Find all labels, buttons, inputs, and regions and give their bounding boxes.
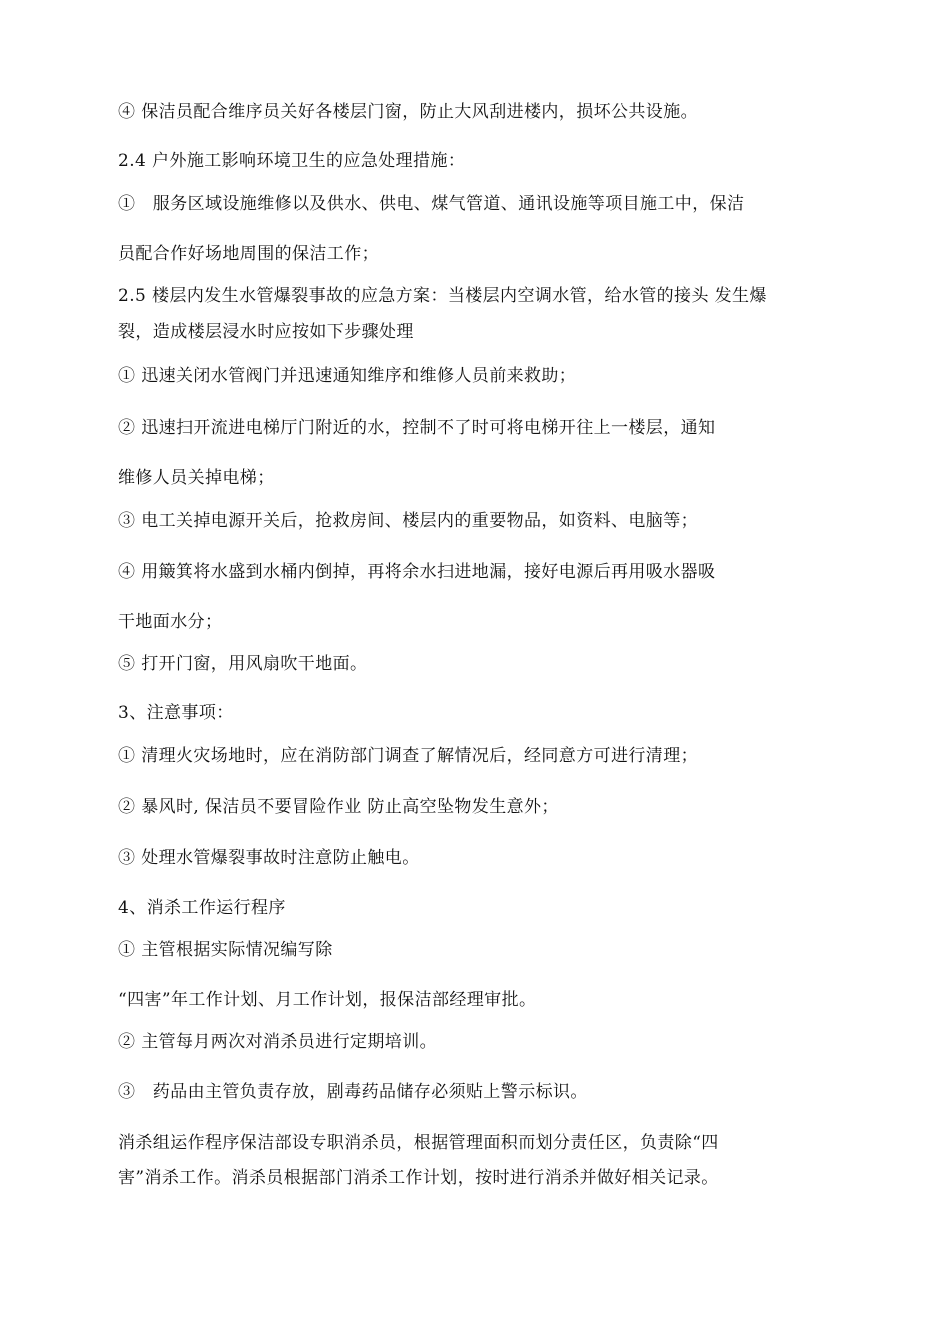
list-item: ① 迅速关闭水管阀门并迅速通知维序和维修人员前来救助； <box>118 366 577 386</box>
list-item: ② 主管每月两次对消杀员进行定期培训。 <box>118 1032 438 1052</box>
paragraph-line: 维修人员关掉电梯； <box>118 468 275 488</box>
paragraph-line: ④ 保洁员配合维序员关好各楼层门窗，防止大风刮进楼内，损坏公共设施。 <box>118 102 699 122</box>
section-heading: 4、消杀工作运行程序 <box>118 898 286 918</box>
paragraph-line: 消杀组运作程序保洁部设专职消杀员，根据管理面积而划分责任区，负责除“四 <box>118 1133 719 1153</box>
section-heading: 3、注意事项： <box>118 703 234 723</box>
list-item: ② 迅速扫开流进电梯厅门附近的水，控制不了时可将电梯开往上一楼层，通知 <box>118 418 716 438</box>
paragraph-line: 员配合作好场地周围的保洁工作； <box>118 244 379 264</box>
section-heading: 2.4 户外施工影响环境卫生的应急处理措施： <box>118 151 466 171</box>
list-item: ① 清理火灾场地时，应在消防部门调查了解情况后，经同意方可进行清理； <box>118 746 699 766</box>
paragraph-line: ① 服务区域设施维修以及供水、供电、煤气管道、通讯设施等项目施工中，保洁 <box>118 194 745 214</box>
list-item: ③ 电工关掉电源开关后，抢救房间、楼层内的重要物品，如资料、电脑等； <box>118 511 699 531</box>
list-item: ③ 药品由主管负责存放，剧毒药品储存必须贴上警示标识。 <box>118 1082 588 1102</box>
list-item: ③ 处理水管爆裂事故时注意防止触电。 <box>118 848 420 868</box>
paragraph-line: 害”消杀工作。消杀员根据部门消杀工作计划，按时进行消杀并做好相关记录。 <box>118 1168 719 1188</box>
list-item: ④ 用簸箕将水盛到水桶内倒掉，再将余水扫进地漏，接好电源后再用吸水器吸 <box>118 562 716 582</box>
section-heading: 2.5 楼层内发生水管爆裂事故的应急方案：当楼层内空调水管，给水管的接头 发生爆 <box>118 286 767 306</box>
paragraph-line: “四害”年工作计划、月工作计划，报保洁部经理审批。 <box>118 990 537 1010</box>
paragraph-line: 干地面水分； <box>118 612 223 632</box>
list-item: ① 主管根据实际情况编写除 <box>118 940 333 960</box>
list-item: ② 暴风时, 保洁员不要冒险作业 防止高空坠物发生意外； <box>118 797 559 817</box>
list-item: ⑤ 打开门窗，用风扇吹干地面。 <box>118 654 368 674</box>
paragraph-line: 裂，造成楼层浸水时应按如下步骤处理 <box>118 322 414 342</box>
